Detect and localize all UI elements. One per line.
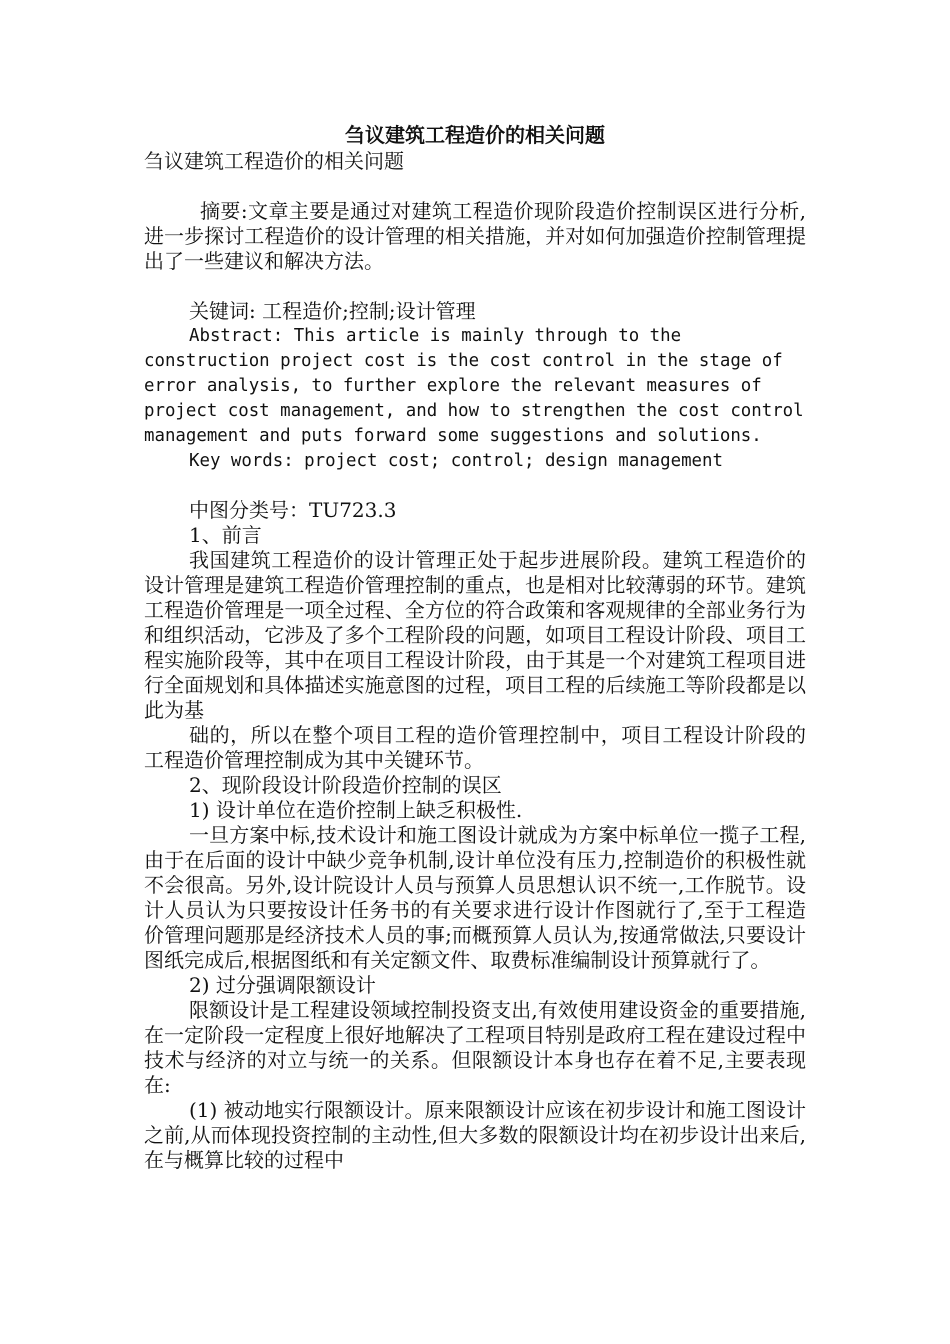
section-1-paragraph-2: 础的，所以在整个项目工程的造价管理控制中，项目工程设计阶段的工程造价管理控制成为其中关键环节。 <box>144 723 806 772</box>
document-title: 刍议建筑工程造价的相关问题 <box>345 123 605 147</box>
spacer <box>144 174 806 199</box>
section-1-paragraph-1: 我国建筑工程造价的设计管理正处于起步进展阶段。建筑工程造价的设计管理是建筑工程造价管理控制的重点，也是相对比较薄弱的环节。建筑工程造价管理是一项全过程、全方位的符合政策和客观规律的全部业务行为和组织活动，它涉及了多个工程阶段的问题，如项目工程设计阶段、项目工程实施阶段等，其中在项目工程设计阶段，由于其是一个对建筑工程项目进行全面规划和具体描述实施意图的过程，项目工程的后续施工等阶段都是以此为基 <box>144 548 806 722</box>
abstract-cn: 摘要:文章主要是通过对建筑工程造价现阶段造价控制误区进行分析,进一步探讨工程造价的设计管理的相关措施，并对如何加强造价控制管理提出了一些建议和解决方法。 <box>144 199 806 273</box>
spacer <box>144 274 806 299</box>
section-2-2-item-1: (1) 被动地实行限额设计。原来限额设计应该在初步设计和施工图设计之前,从而体现投资控制的主动性,但大多数的限额设计均在初步设计出来后,在与概算比较的过程中 <box>144 1098 806 1172</box>
classification-number: 中图分类号：TU723.3 <box>189 498 397 522</box>
section-1-heading: 1、前言 <box>189 523 262 547</box>
section-2-1-paragraph: 一旦方案中标,技术设计和施工图设计就成为方案中标单位一揽子工程,由于在后面的设计中缺少竞争机制,设计单位没有压力,控制造价的积极性就不会很高。另外,设计院设计人员与预算人员思想认识不统一,工作脱节。设计人员认为只要按设计任务书的有关要求进行设计作图就行了,至于工程造价管理问题那是经济技术人员的事;而概预算人员认为,按通常做法,只要设计图纸完成后,根据图纸和有关定额文件、取费标准编制设计预算就行了。 <box>144 823 806 972</box>
document-subtitle: 刍议建筑工程造价的相关问题 <box>144 149 404 173</box>
document-page <box>144 122 806 1173</box>
spacer <box>144 474 806 498</box>
section-2-1-heading: 1) 设计单位在造价控制上缺乏积极性. <box>189 798 523 822</box>
section-2-heading: 2、现阶段设计阶段造价控制的误区 <box>189 773 502 797</box>
section-2-2-heading: 2) 过分强调限额设计 <box>189 973 376 997</box>
abstract-en: Abstract: This article is mainly through to the construction project cost is the cost control in the stage of error analysis, to further explore the relevant measures of project cost management, and how to strengthen the cost control management and puts forward some suggestions and solutions. <box>144 326 804 446</box>
section-2-2-paragraph: 限额设计是工程建设领域控制投资支出,有效使用建设资金的重要措施,在一定阶段一定程度上很好地解决了工程项目特别是政府工程在建设过程中技术与经济的对立与统一的关系。但限额设计本身也存在着不足,主要表现在: <box>144 998 806 1097</box>
keywords-cn: 关键词: 工程造价;控制;设计管理 <box>189 299 476 323</box>
keywords-en: Key words: project cost; control; design management <box>189 451 723 471</box>
